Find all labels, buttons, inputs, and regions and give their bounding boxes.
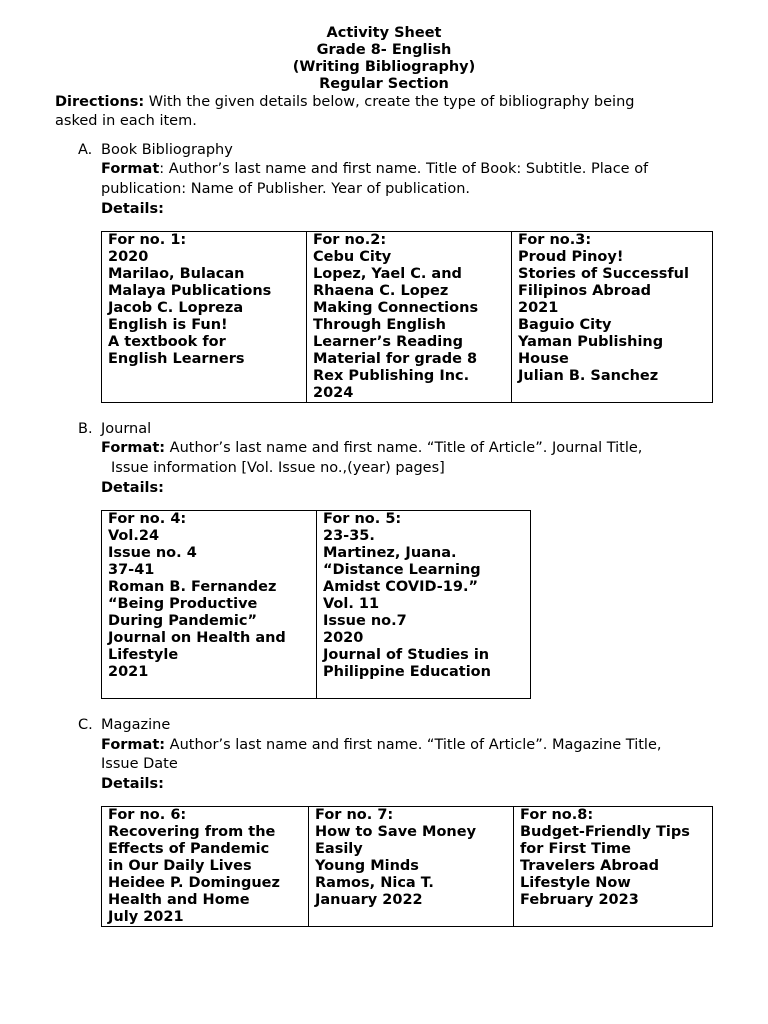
cell-line: For no.8: xyxy=(520,807,594,823)
cell-line: Travelers Abroad xyxy=(520,858,660,874)
cell-line: Rex Publishing Inc. xyxy=(313,368,470,384)
cell-line: For no. 6: xyxy=(108,807,187,823)
cell-line: House xyxy=(518,351,569,367)
section-a-details-label: Details: xyxy=(101,201,164,217)
format-label: Format: xyxy=(101,737,166,753)
section-c-letter: C. xyxy=(78,717,93,733)
cell-line: “Being Productive xyxy=(108,596,258,612)
cell-line: Baguio City xyxy=(518,317,612,333)
cell-line: Roman B. Fernandez xyxy=(108,579,277,595)
cell-line: During Pandemic” xyxy=(108,613,257,629)
table-cell xyxy=(102,511,317,699)
section-b-format xyxy=(101,439,642,459)
table-cell xyxy=(514,807,713,927)
format-label: Format: xyxy=(101,440,166,456)
section-c-format xyxy=(101,736,661,756)
cell-line: 2020 xyxy=(108,249,149,265)
cell-line: For no. 1: xyxy=(108,232,187,248)
cell-line: January 2022 xyxy=(315,892,423,908)
cell-line: Budget-Friendly Tips xyxy=(520,824,690,840)
cell-line: English is Fun! xyxy=(108,317,228,333)
section-a-letter: A. xyxy=(78,142,93,158)
cell-line: Learner’s Reading xyxy=(313,334,463,350)
section-b-letter: B. xyxy=(78,421,93,437)
cell-line: Julian B. Sanchez xyxy=(518,368,659,384)
cell-line: Lopez, Yael C. and xyxy=(313,266,462,282)
cell-line: For no.2: xyxy=(313,232,387,248)
table-cell xyxy=(317,511,531,699)
cell-line: Issue no. 4 xyxy=(108,545,197,561)
cell-line: Journal of Studies in xyxy=(323,647,490,663)
cell-line: for First Time xyxy=(520,841,631,857)
cell-line: Vol. 11 xyxy=(323,596,380,612)
cell-line: For no. 4: xyxy=(108,511,187,527)
cell-line: Lifestyle xyxy=(108,647,179,663)
cell-line: Martinez, Juana. xyxy=(323,545,457,561)
table-cell xyxy=(512,232,713,403)
cell-line: Through English xyxy=(313,317,446,333)
cell-line: English Learners xyxy=(108,351,245,367)
cell-line: Jacob C. Lopreza xyxy=(108,300,244,316)
directions xyxy=(55,93,634,113)
cell-line: How to Save Money xyxy=(315,824,477,840)
cell-line: Vol.24 xyxy=(108,528,160,544)
cell-line: Philippine Education xyxy=(323,664,491,680)
cell-line: Amidst COVID-19.” xyxy=(323,579,479,595)
magazine-details-table xyxy=(101,806,713,927)
cell-line: Rhaena C. Lopez xyxy=(313,283,449,299)
cell-line: Journal on Health and xyxy=(108,630,286,646)
cell-line: February 2023 xyxy=(520,892,639,908)
cell-line: Heidee P. Dominguez xyxy=(108,875,280,891)
section-a-name: Book Bibliography xyxy=(101,142,233,158)
cell-line: Stories of Successful xyxy=(518,266,689,282)
format-label: Format xyxy=(101,161,160,177)
cell-line: A textbook for xyxy=(108,334,226,350)
cell-line: 2021 xyxy=(518,300,559,316)
journal-details-table xyxy=(101,510,531,699)
directions-text-2: asked in each item. xyxy=(55,113,197,129)
section-b-format-2: Issue information [Vol. Issue no.,(year) pages] xyxy=(111,460,445,476)
table-cell xyxy=(309,807,514,927)
cell-line: Marilao, Bulacan xyxy=(108,266,245,282)
sheet-title: Activity Sheet xyxy=(326,25,442,41)
grade-label: Grade 8- English xyxy=(316,42,452,58)
cell-line: 37-41 xyxy=(108,562,155,578)
cell-line: Filipinos Abroad xyxy=(518,283,652,299)
cell-line: Effects of Pandemic xyxy=(108,841,270,857)
cell-line: in Our Daily Lives xyxy=(108,858,252,874)
cell-line: Making Connections xyxy=(313,300,479,316)
format-text: : Author’s last name and first name. Title of Book: Subtitle. Place of xyxy=(159,161,649,177)
cell-line: Ramos, Nica T. xyxy=(315,875,434,891)
section-c-details-label: Details: xyxy=(101,776,164,792)
section-b-details-label: Details: xyxy=(101,480,164,496)
format-text: Author’s last name and first name. “Title of Article”. Journal Title, xyxy=(165,440,643,456)
table-cell xyxy=(102,232,307,403)
book-details-table xyxy=(101,231,713,403)
section-a-format xyxy=(101,160,648,180)
section-a-format-2: publication: Name of Publisher. Year of publication. xyxy=(101,181,470,197)
cell-line: Lifestyle Now xyxy=(520,875,631,891)
section-c-name: Magazine xyxy=(101,717,171,733)
format-text: Author’s last name and first name. “Title of Article”. Magazine Title, xyxy=(165,737,662,753)
directions-label: Directions: xyxy=(55,94,145,110)
cell-line: Easily xyxy=(315,841,363,857)
cell-line: Proud Pinoy! xyxy=(518,249,624,265)
directions-text: With the given details below, create the type of bibliography being xyxy=(144,94,635,110)
cell-line: 23-35. xyxy=(323,528,375,544)
table-cell xyxy=(307,232,512,403)
cell-line: “Distance Learning xyxy=(323,562,481,578)
cell-line: 2020 xyxy=(323,630,364,646)
section-c-format-2: Issue Date xyxy=(101,756,178,772)
cell-line: July 2021 xyxy=(108,909,184,925)
subject-label: (Writing Bibliography) xyxy=(292,59,476,75)
cell-line: Cebu City xyxy=(313,249,392,265)
section-label: Regular Section xyxy=(319,76,449,92)
cell-line: Malaya Publications xyxy=(108,283,272,299)
section-b-name: Journal xyxy=(101,421,152,437)
cell-line: Young Minds xyxy=(315,858,419,874)
cell-line: For no. 7: xyxy=(315,807,394,823)
table-cell xyxy=(102,807,309,927)
cell-line: Issue no.7 xyxy=(323,613,407,629)
cell-line: For no. 5: xyxy=(323,511,402,527)
cell-line: 2024 xyxy=(313,385,354,401)
cell-line: Health and Home xyxy=(108,892,250,908)
cell-line: For no.3: xyxy=(518,232,592,248)
cell-line: Recovering from the xyxy=(108,824,276,840)
cell-line: Yaman Publishing xyxy=(518,334,664,350)
cell-line: Material for grade 8 xyxy=(313,351,478,367)
cell-line: 2021 xyxy=(108,664,149,680)
